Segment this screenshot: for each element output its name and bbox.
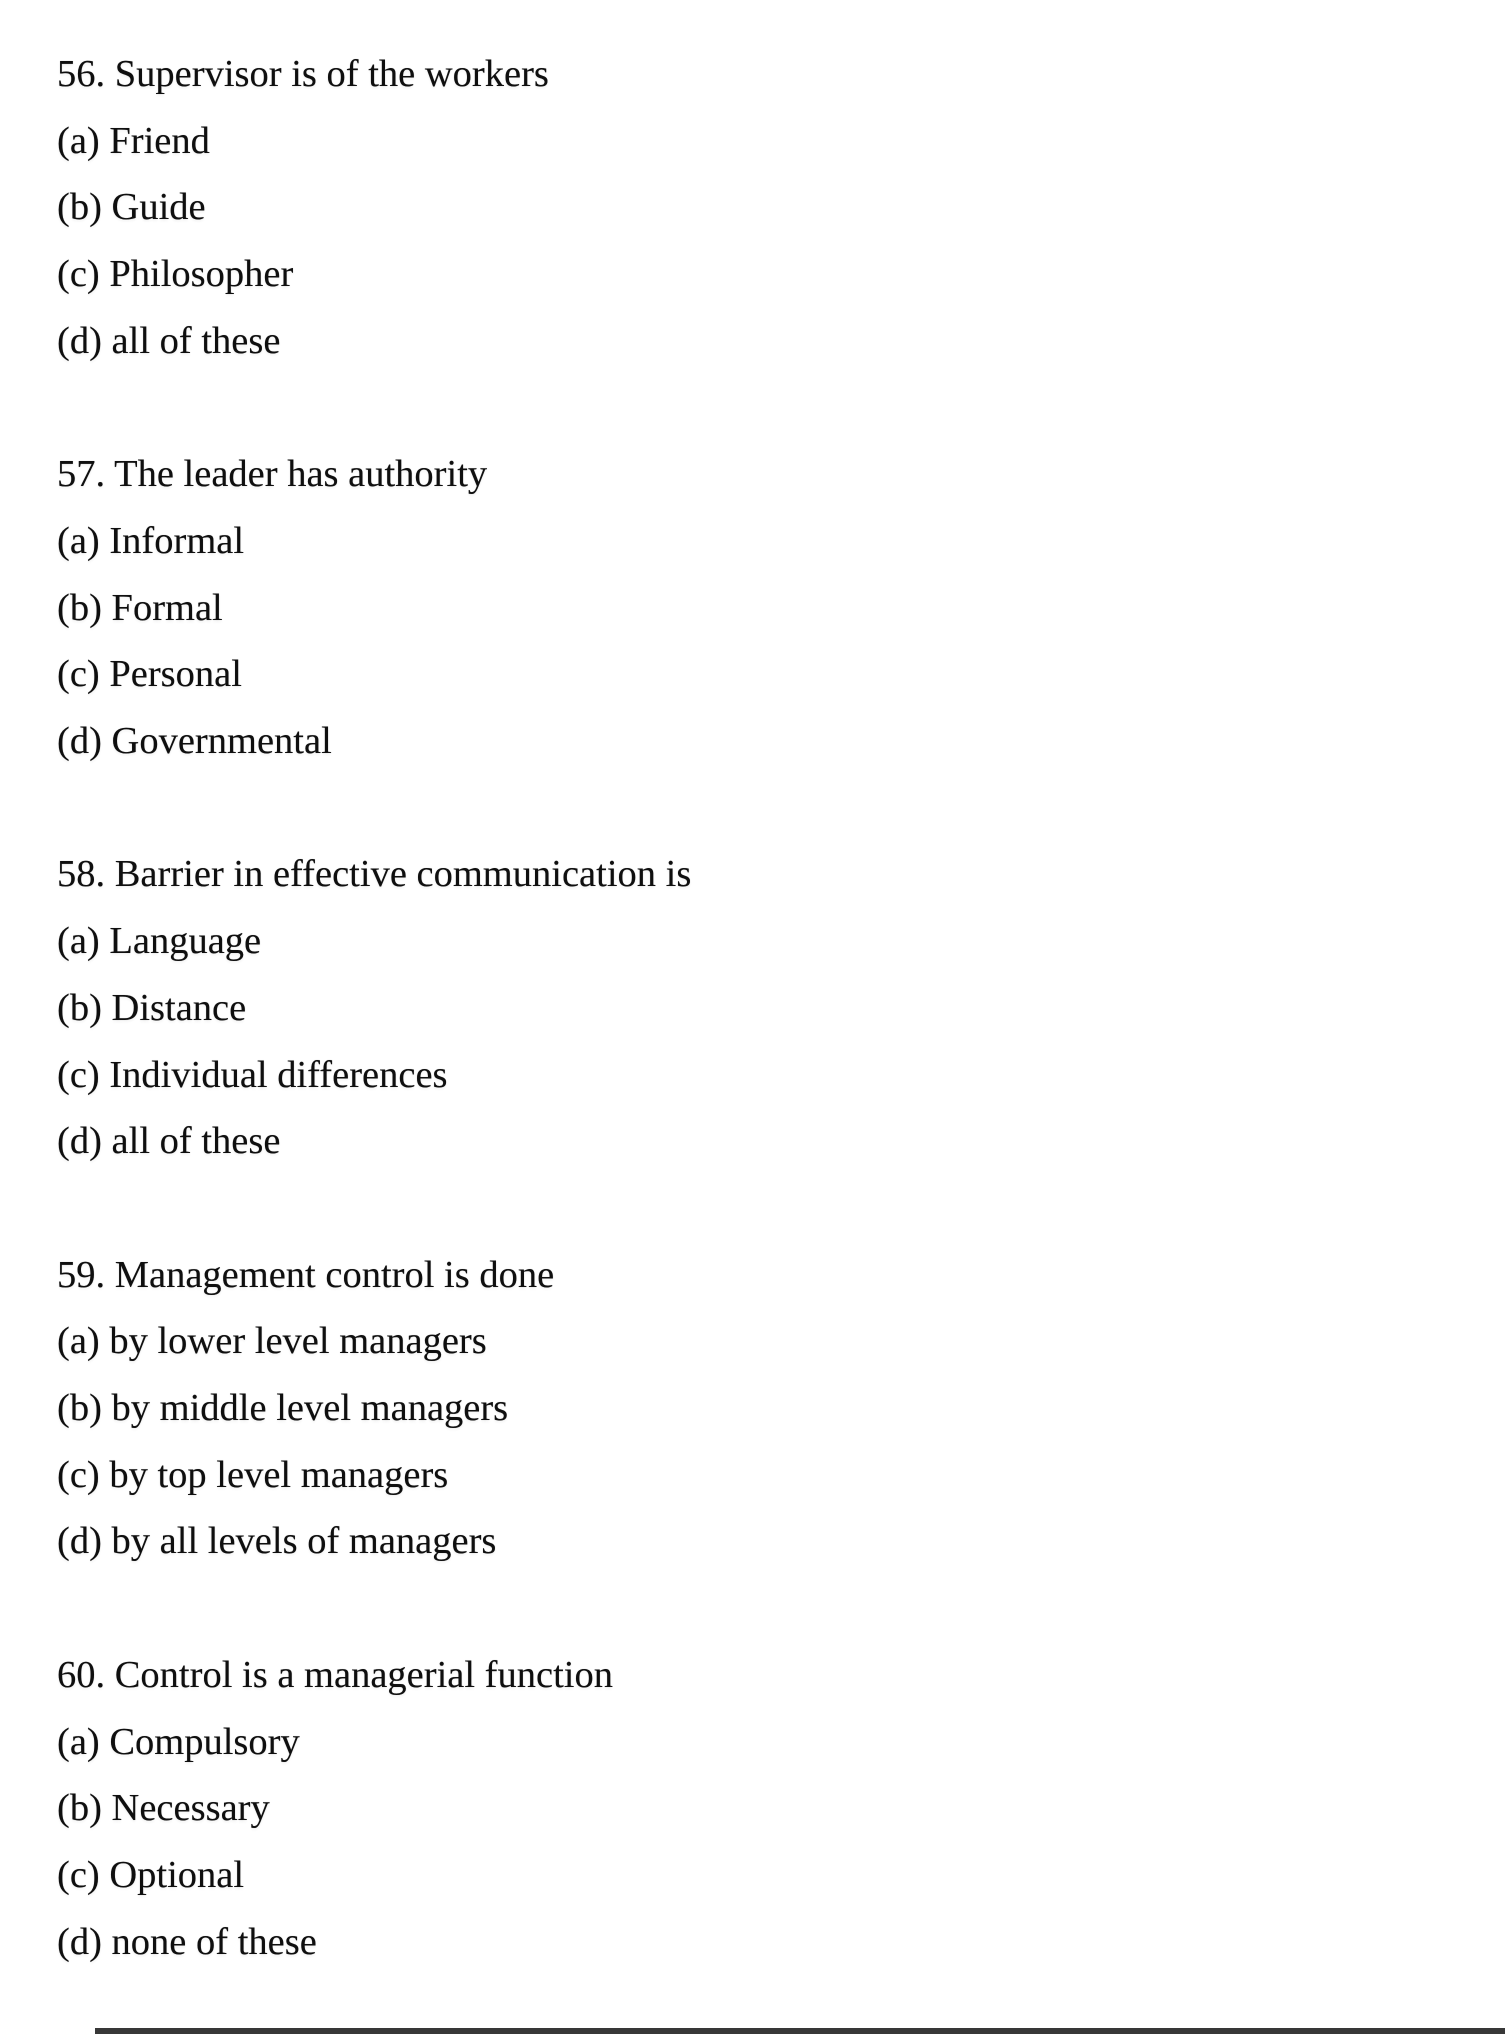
- option-row: [57, 575, 1465, 642]
- question-block-59: [57, 1242, 1465, 1576]
- option-label: (d): [57, 1120, 102, 1163]
- option-row: [57, 1842, 1465, 1909]
- option-text: all of these: [111, 319, 281, 362]
- option-text: Personal: [109, 653, 242, 696]
- option-row: [57, 1042, 1465, 1109]
- question-text: Supervisor is of the workers: [114, 53, 549, 95]
- question-text: Control is a managerial function: [114, 1653, 613, 1696]
- option-label: (b): [57, 986, 102, 1029]
- option-text: Philosopher: [109, 253, 294, 296]
- option-row: [57, 1508, 1465, 1575]
- option-row: [57, 1909, 1465, 1976]
- option-label: (c): [57, 653, 100, 696]
- option-row: [57, 1775, 1465, 1842]
- option-label: (d): [57, 1920, 102, 1963]
- question-title: [57, 841, 1465, 908]
- option-text: Informal: [109, 519, 245, 562]
- option-row: [57, 1308, 1465, 1375]
- question-block-58: [57, 841, 1465, 1175]
- option-text: all of these: [111, 1120, 281, 1163]
- option-row: [57, 1108, 1465, 1175]
- option-text: Compulsory: [109, 1720, 300, 1763]
- option-text: Friend: [109, 119, 210, 162]
- option-text: Distance: [111, 986, 247, 1029]
- option-label: (c): [57, 253, 100, 296]
- option-label: (a): [57, 1320, 100, 1363]
- question-title: [57, 1642, 1465, 1709]
- question-title: [57, 41, 1465, 108]
- question-text: Barrier in effective communication is: [114, 853, 692, 896]
- option-label: (b): [57, 186, 102, 229]
- question-number: 56.: [57, 53, 106, 95]
- option-label: (a): [57, 920, 100, 963]
- option-label: (a): [57, 1720, 100, 1763]
- option-text: Individual differences: [109, 1053, 448, 1096]
- question-number: 59.: [57, 1253, 106, 1296]
- option-text: Guide: [111, 186, 206, 229]
- option-text: by top level managers: [109, 1453, 449, 1496]
- option-row: [57, 975, 1465, 1042]
- option-text: by all levels of managers: [111, 1520, 497, 1563]
- option-label: (d): [57, 1520, 102, 1563]
- option-row: [57, 241, 1465, 308]
- question-block-57: [57, 441, 1465, 775]
- question-title: [57, 1242, 1465, 1309]
- option-label: (d): [57, 720, 102, 763]
- option-row: [57, 108, 1465, 175]
- option-row: [57, 1442, 1465, 1509]
- option-text: Language: [109, 920, 262, 963]
- option-label: (c): [57, 1053, 100, 1096]
- option-row: [57, 708, 1465, 775]
- option-row: [57, 1375, 1465, 1442]
- question-title: [57, 441, 1465, 508]
- option-row: [57, 641, 1465, 708]
- question-text: The leader has authority: [114, 453, 488, 496]
- question-number: 57.: [57, 453, 106, 496]
- option-label: (a): [57, 119, 100, 162]
- option-text: by middle level managers: [111, 1387, 509, 1430]
- option-text: none of these: [111, 1920, 317, 1963]
- option-text: Formal: [111, 586, 223, 629]
- option-text: Necessary: [111, 1787, 270, 1830]
- option-label: (c): [57, 1853, 100, 1896]
- question-block-60: [57, 1642, 1465, 1976]
- question-text: Management control is done: [114, 1253, 555, 1296]
- question-number: 60.: [57, 1653, 106, 1696]
- option-label: (b): [57, 1787, 102, 1830]
- page-bottom-edge-artifact: [95, 2028, 1505, 2034]
- option-label: (d): [57, 319, 102, 362]
- option-label: (b): [57, 586, 102, 629]
- option-text: Governmental: [111, 720, 332, 763]
- option-row: [57, 908, 1465, 975]
- option-text: by lower level managers: [109, 1320, 487, 1363]
- option-text: Optional: [109, 1853, 245, 1896]
- option-row: [57, 508, 1465, 575]
- question-number: 58.: [57, 853, 106, 896]
- option-label: (c): [57, 1453, 100, 1496]
- option-row: [57, 174, 1465, 241]
- option-label: (b): [57, 1387, 102, 1430]
- option-label: (a): [57, 519, 100, 562]
- option-row: [57, 1709, 1465, 1776]
- question-block-56: [57, 41, 1465, 375]
- option-row: [57, 308, 1465, 375]
